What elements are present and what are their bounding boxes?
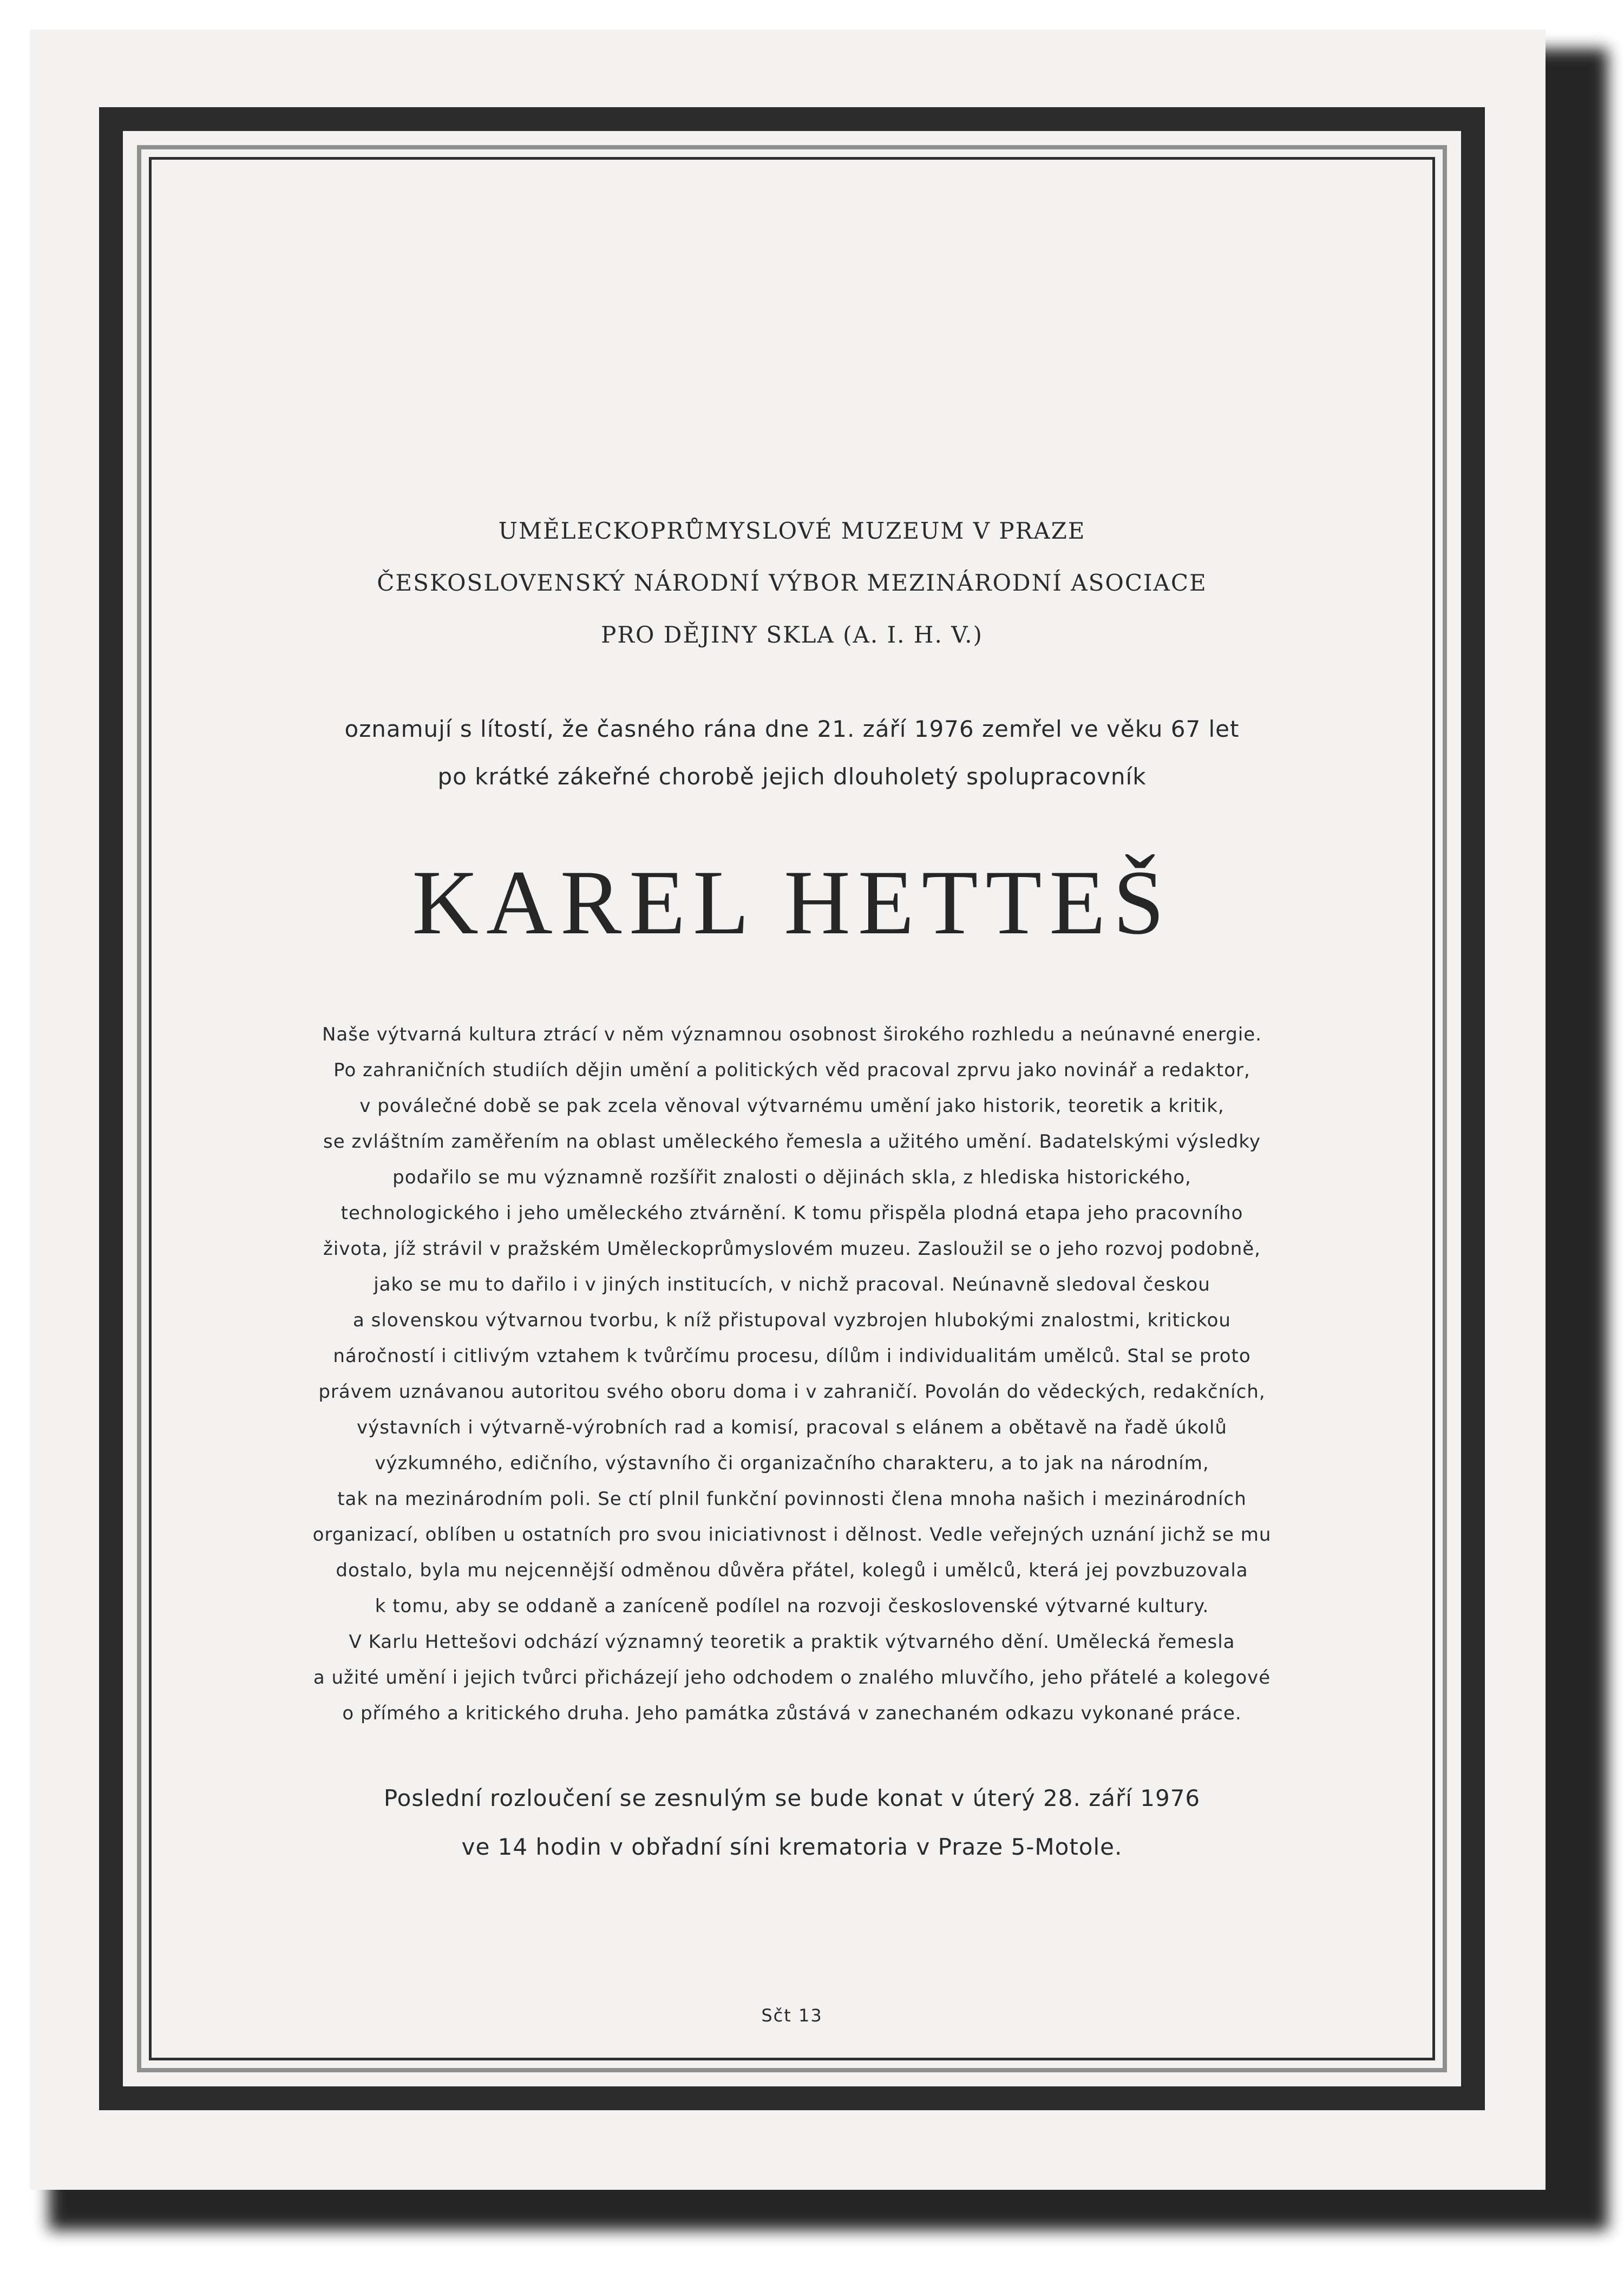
announcement-line: oznamují s lítostí, že časného rána dne 21. září 1976 zemřel ve věku 67 let bbox=[344, 716, 1240, 742]
funeral-info-line: Poslední rozloučení se zesnulým se bude konat v úterý 28. září 1976 bbox=[383, 1785, 1201, 1811]
organization-line: ČESKOSLOVENSKÝ NÁRODNÍ VÝBOR MEZINÁRODNÍ ASOCIACE bbox=[377, 570, 1207, 596]
eulogy-line: výzkumného, edičního, výstavního či organizačního charakteru, a to jak na národním, bbox=[375, 1452, 1209, 1474]
organization-line: PRO DĚJINY SKLA (A. I. H. V.) bbox=[601, 621, 983, 648]
eulogy-line: výstavních i výtvarně-výrobních rad a komisí, pracoval s elánem a obětavě na řadě úkolů bbox=[357, 1417, 1227, 1438]
notice-content bbox=[182, 131, 1402, 2086]
eulogy-line: života, jíž strávil v pražském Uměleckoprůmyslovém muzeu. Zasloužil se o jeho rozvoj podobně, bbox=[323, 1238, 1261, 1260]
announcement-line: po krátké zákeřné chorobě jejich dlouholetý spolupracovník bbox=[437, 763, 1147, 790]
funeral-info-line: ve 14 hodin v obřadní síni krematoria v Praze 5-Motole. bbox=[461, 1834, 1123, 1860]
deceased-name: KAREL HETTEŠ bbox=[412, 852, 1172, 953]
eulogy-line: k tomu, aby se oddaně a zaníceně podílel na rozvoji československé výtvarné kultury. bbox=[375, 1595, 1209, 1617]
eulogy-line: o přímého a kritického druha. Jeho památka zůstává v zanechaném odkazu vykonané práce. bbox=[342, 1703, 1242, 1724]
obituary-sheet bbox=[30, 30, 1546, 2190]
eulogy-text bbox=[182, 1017, 1402, 1731]
printer-mark: Sčt 13 bbox=[761, 2005, 823, 2026]
eulogy-line: právem uznávanou autoritou svého oboru doma i v zahraničí. Povolán do vědeckých, redakčních, bbox=[318, 1381, 1266, 1403]
organization-line: UMĚLECKOPRŮMYSLOVÉ MUZEUM V PRAZE bbox=[498, 518, 1086, 544]
eulogy-line: Naše výtvarná kultura ztrácí v něm významnou osobnost širokého rozhledu a neúnavné energie. bbox=[322, 1024, 1262, 1045]
eulogy-line: V Karlu Hettešovi odchází významný teoretik a praktik výtvarného dění. Umělecká řemesla bbox=[349, 1631, 1235, 1653]
mourning-border bbox=[99, 107, 1485, 2110]
eulogy-line: v poválečné době se pak zcela věnoval výtvarnému umění jako historik, teoretik a kritik, bbox=[359, 1095, 1224, 1117]
eulogy-line: technologického i jeho uměleckého ztvárnění. K tomu přispěla plodná etapa jeho pracovního bbox=[340, 1202, 1243, 1224]
eulogy-line: tak na mezinárodním poli. Se ctí plnil funkční povinnosti člena mnoha našich i mezinárodních bbox=[337, 1488, 1247, 1510]
eulogy-line: náročností i citlivým vztahem k tvůrčímu procesu, dílům i individualitám umělců. Stal se proto bbox=[333, 1345, 1251, 1367]
eulogy-line: dostalo, byla mu nejcennější odměnou důvěra přátel, kolegů i umělců, která jej povzbuzovala bbox=[336, 1560, 1248, 1581]
eulogy-line: a užité umění i jejich tvůrci přicházejí jeho odchodem o znalého mluvčího, jeho přátelé a kolegové bbox=[313, 1667, 1271, 1688]
eulogy-line: podařilo se mu významně rozšířit znalosti o dějinách skla, z hlediska historického, bbox=[392, 1167, 1191, 1188]
eulogy-line: organizací, oblíben u ostatních pro svou iniciativnost i dělnost. Vedle veřejných uznání jichž se mu bbox=[312, 1524, 1272, 1546]
eulogy-line: jako se mu to dařilo i v jiných institucích, v nichž pracoval. Neúnavně sledoval českou bbox=[374, 1274, 1210, 1295]
eulogy-line: Po zahraničních studiích dějin umění a politických věd pracoval zprvu jako novinář a redaktor, bbox=[333, 1059, 1250, 1081]
eulogy-line: a slovenskou výtvarnou tvorbu, k níž přistupoval vyzbrojen hlubokými znalostmi, kritickou bbox=[353, 1310, 1231, 1331]
eulogy-line: se zvláštním zaměřením na oblast uměleckého řemesla a užitého umění. Badatelskými výsledky bbox=[323, 1131, 1261, 1153]
